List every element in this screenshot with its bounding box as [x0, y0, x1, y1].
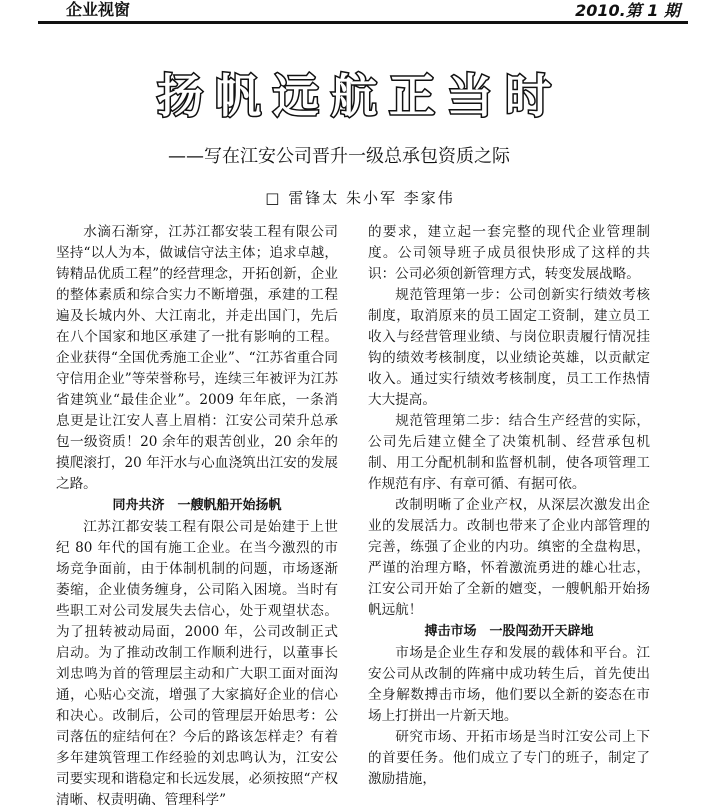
- article-subtitle: ——写在江安公司晋升一级总承包资质之际: [168, 146, 510, 167]
- section-name: 企业视窗: [66, 0, 131, 19]
- section-heading: 搏击市场 一股闯劲开天辟地: [424, 624, 594, 639]
- article-byline: □ 雷锋太 朱小军 李家伟: [265, 189, 455, 207]
- right-column: [368, 222, 650, 790]
- section-heading: 同舟共济 一艘帆船开始扬帆: [112, 498, 282, 513]
- paragraph-continued: 的要求，建立起一套完整的现代企业管理制度。公司领导班子成员很快形成了这样的共识：公司必须创新管理方式，转变发展战略。: [368, 224, 650, 282]
- paragraph: 规范管理第一步：公司创新实行绩效考核制度，取消原来的员工固定工资制，建立员工收入与经营管理业绩、与岗位职责履行情况挂钩的绩效考核制度，以业绩论英雄，以贡献定收入。通过实行绩效考核制度，员工工作热情大大提高。: [368, 287, 650, 408]
- article-title: 扬帆远航正当时: [157, 69, 563, 123]
- paragraph: 规范管理第二步：结合生产经营的实际，公司先后建立健全了决策机制、经营承包机制、用工分配机制和监督机制，使各项管理工作规范有序、有章可循、有据可依。: [368, 413, 650, 492]
- left-column: [56, 222, 338, 811]
- paragraph: 研究市场、开拓市场是当时江安公司上下的首要任务。他们成立了专门的班子，制定了激励措施，: [368, 729, 650, 787]
- issue-number: 2010.第 1 期: [575, 1, 680, 20]
- header-rule: [38, 21, 688, 24]
- paragraph: 改制明晰了企业产权，从深层次激发出企业的发展活力。改制也带来了企业内部管理的完善，练强了企业的内功。缜密的全盘构思，严谨的治理方略，怀着激流勇进的雄心壮志，江安公司开始了全新的嬗变，一艘帆船开始扬帆远航！: [368, 497, 650, 618]
- paragraph: 江苏江都安装工程有限公司是始建于上世纪 80 年代的国有施工企业。在当今激烈的市场竞争面前，由于体制机制的问题，市场逐渐萎缩，企业债务缠身，公司陷入困境。当时有些职工对公司发展失去信心，处于观望状态。为了扭转被动局面，2000 年，公司改制正式启动。为了推动改制工作顺利进行，以董事长刘忠鸣为首的管理层主动和广大职工面对面沟通，心贴心交流，增强了大家搞好企业的信心和决心。改制后，公司的管理层开始思考：公司落伍的症结何在？今后的路该怎样走？有着多年建筑管理工作经验的刘忠鸣认为，江安公司要实现和谐稳定和长远发展，必须按照“产权清晰、权责明确、管理科学”: [56, 519, 338, 808]
- paragraph: 水滴石渐穿，江苏江都安装工程有限公司坚持“以人为本，做诚信守法主体；追求卓越，铸精品优质工程”的经营理念，开拓创新，企业的整体素质和综合实力不断增强，承建的工程遍及长城内外、大江南北，并走出国门，先后在八个国家和地区承建了一批有影响的工程。企业获得“全国优秀施工企业”、“江苏省重合同守信用企业”等荣誉称号，连续三年被评为江苏省建筑业“最佳企业”。2009 年年底，一条消息更是让江安人喜上眉梢：江安公司荣升总承包一级资质！20 余年的艰苦创业，20 余年的摸爬滚打，20 年汗水与心血浇筑出江安的发展之路。: [56, 224, 338, 492]
- running-header: [38, 0, 688, 22]
- paragraph: 市场是企业生存和发展的载体和平台。江安公司从改制的阵痛中成功转生后，首先使出全身解数搏击市场，他们要以全新的姿态在市场上打拼出一片新天地。: [368, 645, 650, 724]
